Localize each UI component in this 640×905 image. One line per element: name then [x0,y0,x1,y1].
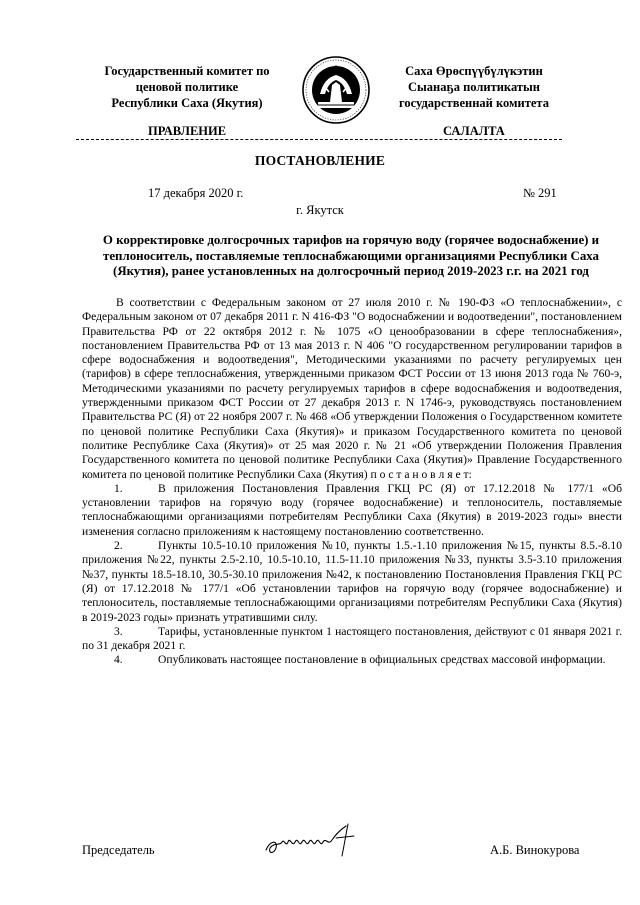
resolution-item [82,625,622,654]
item-number: 3. [114,624,123,638]
document-subject: О корректировке долгосрочных тарифов на горячую воду (горячее водоснабжение) и теплоноситель, поставляемые теплоснабжающими организациями Республики Саха (Якутия), ранее установленных на долгосрочный период 2019-2023 г.г. на 2021 год [102,233,600,278]
committee-name-sakha [374,63,574,111]
committee-name-ru-line: Республики Саха (Якутия) [111,96,263,110]
chair-label: Председатель [82,843,155,857]
committee-name-ru [80,63,294,111]
committee-name-ru-line: Государственный комитет по [104,64,270,78]
board-label-ru: ПРАВЛЕНИЕ [148,124,227,138]
committee-name-ru-line: ценовой политике [135,80,239,94]
committee-name-sakha-line: Сыанаҕа политикатын [408,80,540,94]
preamble-paragraph: В соответствии с Федеральным законом от 27 июля 2010 г. № 190-ФЗ «О теплоснабжении», с Федеральным законом от 07 декабря 2011 г. N 416-ФЗ "О водоснабжении и водоотведении", постановлением Правительства РФ от 22 октября 2012 г. № 1075 «О ценообразовании в сфере теплоснабжения», постановлением Правительства РФ от 13 мая 2013 г. N 406 "О государственном регулировании тарифов в сфере водоснабжения и водоотведения", Методическими указаниями по расчету регулируемых цен (тарифов) в сфере теплоснабжения, утвержденными приказом ФСТ России от 13 июня 2013 года № 760-э, Методическими указаниями по расчету регулируемых тарифов в сфере водоснабжения и водоотведения, утвержденными приказом ФСТ России от 27 декабря 2013 г. N 1746-э, руководствуясь постановлением Правительства РС (Я) от 22 ноября 2007 г. № 468 «Об утверждении Положения о Государственном комитете по ценовой политике Республики Саха (Якутия)» и приказом Государственного комитета по ценовой политике Республике Саха (Якутия)» от 25 мая 2020 г. № 21 «Об утверждении Положения Правления Государственного комитета по ценовой политике Республики Саха (Якутия)» Правление Государственного комитета по ценовой политике Республики Саха (Якутия) п о с т а н о в л я е т: [82,296,622,481]
item-text: Пункты 10.5-10.10 приложения №10, пункты 1.5.-1.10 приложения №15, пункты 8.5.-8.10 приложения №22, пункты 2.5-2.10, 10.5-10.10, 11.5-11.10 приложения №33, пункты 3.5-3.10 приложения №37, пункты 18.5-18.10, 30.5-30.10 приложения №42, к постановлению Постановления Правления ГКЦ РС (Я) от 17.12.2018 № 177/1 «Об установлении тарифов на горячую воду (горячее водоснабжение) и теплоноситель, поставляемые теплоснабжающими организациями потребителям Республики Саха (Якутия) в 2019-2023 годы» признать утратившими силу. [82,539,622,624]
coat-of-arms-icon [301,54,371,126]
item-text: В приложения Постановления Правления ГКЦ РС (Я) от 17.12.2018 № 177/1 «Об установлении тарифов на горячую воду (горячее водоснабжение) и теплоноситель, поставляемые теплоснабжающими организациями потребителям Республики Саха (Якутия) в 2019-2023 годы» внести изменения согласно приложениям к настоящему постановлению соответственно. [82,481,622,538]
document-date: 17 декабря 2020 г. [148,186,244,200]
item-number: 1. [114,481,123,495]
board-label-sakha: САЛАЛТА [443,124,505,138]
resolution-item [82,539,622,625]
resolution-item [82,482,622,539]
document-type-title: ПОСТАНОВЛЕНИЕ [254,153,386,168]
item-number: 2. [114,539,123,553]
item-text: Опубликовать настоящее постановление в официальных средствах массовой информации. [158,653,606,667]
header-divider [76,139,562,140]
document-body [82,296,622,668]
signer-name: А.Б. Винокурова [490,843,580,857]
resolution-item [82,653,622,667]
item-number: 4. [114,653,123,667]
document-number: № 291 [523,186,557,200]
document-city: г. Якутск [296,203,344,217]
item-text: Тарифы, установленные пунктом 1 настоящего постановления, действуют с 01 января 2021 г. по 31 декабря 2021 г. [82,624,622,653]
committee-name-sakha-line: Саха Өрөспүүбүлүкэтин [405,64,543,78]
committee-name-sakha-line: государственнай комитета [399,96,549,110]
handwritten-signature [262,820,362,862]
